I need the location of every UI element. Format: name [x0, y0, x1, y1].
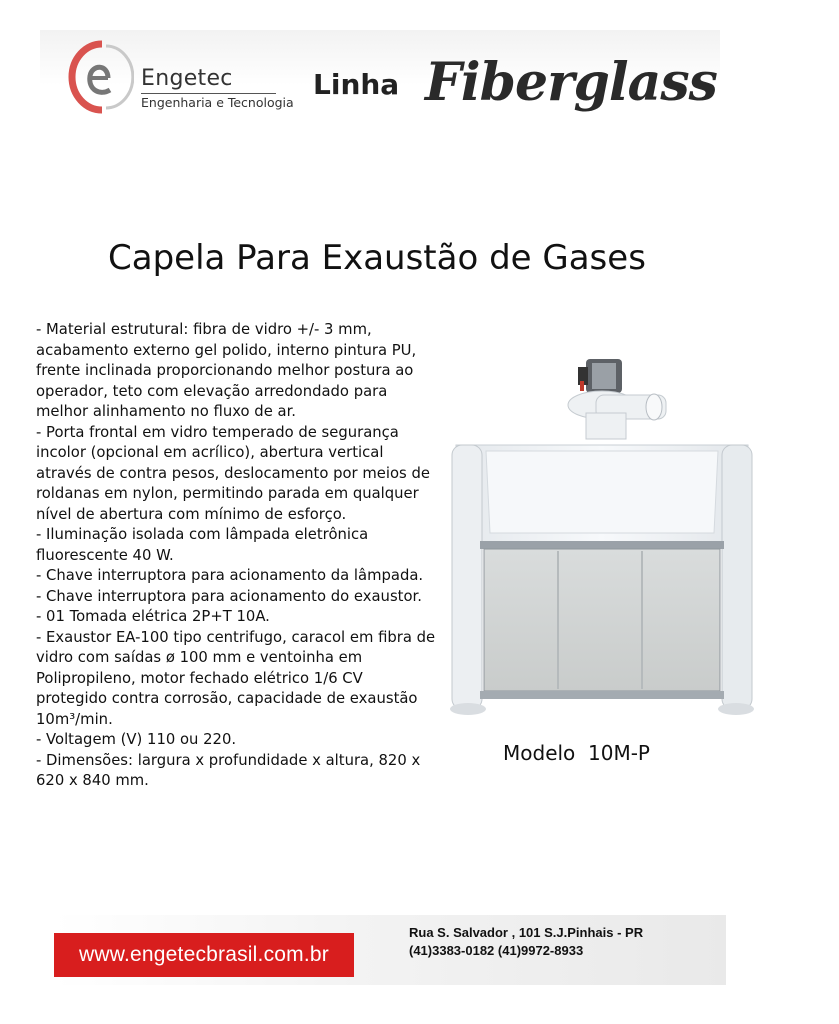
product-line-label: Linha	[313, 68, 400, 101]
blower-housing	[568, 391, 666, 439]
website-link[interactable]: www.engetecbrasil.com.br	[54, 933, 354, 977]
company-phones: (41)3383-0182 (41)9972-8933	[409, 943, 584, 958]
brand-name: Engetec	[141, 66, 233, 91]
exhaust-motor	[578, 359, 622, 393]
fume-hood-photo	[446, 353, 758, 721]
spec-item-material: - Material estrutural: fibra de vidro +/- 3 mm, acabamento externo gel polido, interno pintura PU, frente inclinada proporcionando melhor postura ao operador, teto com elevação arredondado para melhor alinhamento no fluxo de ar.	[36, 321, 417, 420]
spec-item-door: - Porta frontal em vidro temperado de segurança incolor (opcional em acrílico), abertura vertical através de contra pesos, deslocamento por meios de roldanas em nylon, permitindo parada em qualquer nível de abertura com mínimo de esforço.	[36, 423, 430, 523]
model-caption: Modelo 10M-P	[503, 741, 650, 765]
engetec-logo	[62, 40, 134, 114]
brand-divider	[141, 93, 276, 94]
page-title: Capela Para Exaustão de Gases	[108, 238, 646, 278]
spec-item-exhaust-fan: - Exaustor EA-100 tipo centrifugo, caracol em fibra de vidro com saídas ø 100 mm e ventoinha em Polipropileno, motor fechado elétrico 1/6 CV protegido contra corrosão, capacidade de exaustão 10m³/min.	[36, 628, 436, 728]
spec-item-outlet: - 01 Tomada elétrica 2P+T 10A.	[36, 608, 270, 625]
spec-item-exhaust-switch: - Chave interruptora para acionamento do exaustor.	[36, 587, 422, 605]
product-line-name: Fiberglass	[425, 52, 717, 113]
spec-list	[36, 320, 436, 792]
spec-item-lighting: - Iluminação isolada com lâmpada eletrônica fluorescente 40 W.	[36, 526, 369, 564]
spec-item-lamp-switch: - Chave interruptora para acionamento da lâmpada.	[36, 567, 424, 584]
brand-tagline: Engenharia e Tecnologia	[141, 95, 294, 110]
spec-item-voltage: - Voltagem (V) 110 ou 220.	[36, 731, 237, 748]
spec-item-dimensions: - Dimensões: largura x profundidade x altura, 820 x 620 x 840 mm.	[36, 751, 421, 789]
company-address: Rua S. Salvador , 101 S.J.Pinhais - PR	[409, 925, 644, 940]
